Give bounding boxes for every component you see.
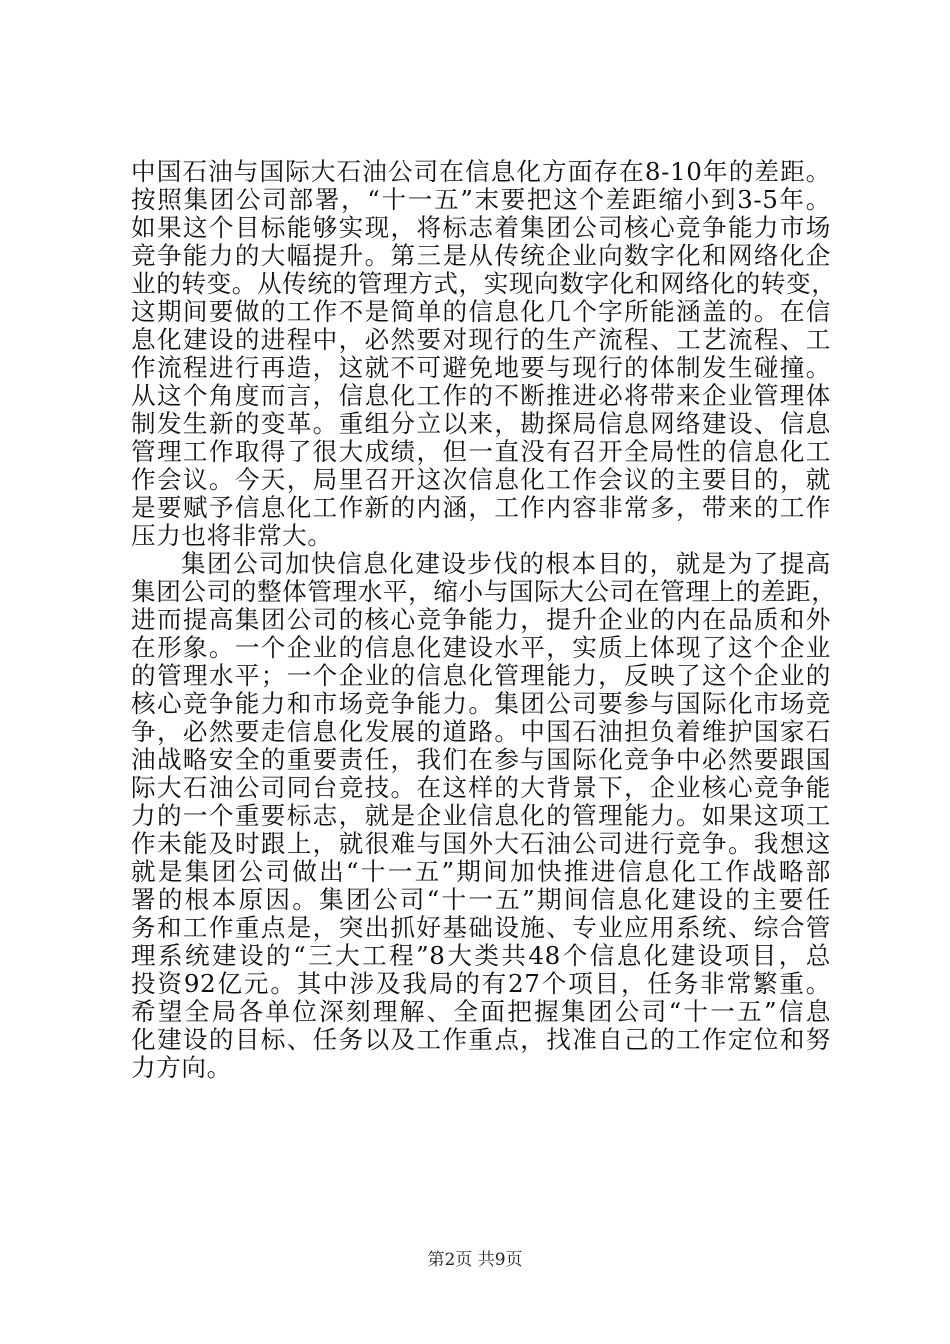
- paragraph-1-line: 从这个角度而言，信息化工作的不断推进必将带来企业管理体: [131, 381, 831, 410]
- paragraph-2-line: 核心竞争能力和市场竞争能力。集团公司要参与国际化市场竞: [131, 689, 831, 718]
- paragraph-2-line: 争，必然要走信息化发展的道路。中国石油担负着维护国家石: [131, 717, 831, 746]
- paragraph-1-line: 作流程进行再造，这就不可避免地要与现行的体制发生碰撞。: [131, 353, 831, 382]
- body-text: [131, 157, 837, 1082]
- paragraph-1-line: 是要赋予信息化工作新的内涵，工作内容非常多，带来的工作: [131, 493, 831, 522]
- paragraph-1-line: 业的转变。从传统的管理方式，实现向数字化和网络化的转变，: [131, 269, 837, 298]
- paragraph-1-line: 竞争能力的大幅提升。第三是从传统企业向数字化和网络化企: [131, 241, 831, 270]
- paragraph-1-line: 压力也将非常大。: [131, 521, 333, 550]
- paragraph-2-line: 作未能及时跟上，就很难与国外大石油公司进行竞争。我想这: [131, 829, 831, 858]
- paragraph-1-line: 管理工作取得了很大成绩，但一直没有召开全局性的信息化工: [131, 437, 831, 466]
- paragraph-2-line: 集团公司加快信息化建设步伐的根本目的，就是为了提高: [181, 549, 831, 578]
- paragraph-1-line: 这期间要做的工作不是简单的信息化几个字所能涵盖的。在信: [131, 297, 831, 326]
- paragraph-1-line: 中国石油与国际大石油公司在信息化方面存在8-10年的差距。: [131, 157, 831, 186]
- paragraph-1-line: 按照集团公司部署，“十一五”末要把这个差距缩小到3-5年。: [131, 185, 831, 214]
- paragraph-2-line: 的管理水平；一个企业的信息化管理能力，反映了这个企业的: [131, 661, 831, 690]
- paragraph-1-line: 作会议。今天，局里召开这次信息化工作会议的主要目的，就: [131, 465, 831, 494]
- paragraph-2-line: 化建设的目标、任务以及工作重点，找准自己的工作定位和努: [131, 1025, 831, 1054]
- paragraph-2-line: 署的根本原因。集团公司“十一五”期间信息化建设的主要任: [131, 885, 831, 914]
- paragraph-2-line: 务和工作重点是，突出抓好基础设施、专业应用系统、综合管: [131, 913, 831, 942]
- page-footer: 第2页 共9页: [427, 1250, 523, 1270]
- paragraph-2-line: 集团公司的整体管理水平，缩小与国际大公司在管理上的差距，: [131, 577, 837, 606]
- paragraph-2-line: 就是集团公司做出“十一五”期间加快推进信息化工作战略部: [131, 857, 831, 886]
- paragraph-2-line: 理系统建设的“三大工程”8大类共48个信息化建设项目，总: [131, 941, 831, 970]
- paragraph-2-line: 在形象。一个企业的信息化建设水平，实质上体现了这个企业: [131, 633, 831, 662]
- paragraph-2-line: 投资92亿元。其中涉及我局的有27个项目，任务非常繁重。: [131, 969, 831, 998]
- paragraph-1-line: 如果这个目标能够实现，将标志着集团公司核心竞争能力市场: [131, 213, 831, 242]
- paragraph-1-line: 制发生新的变革。重组分立以来，勘探局信息网络建设、信息: [131, 409, 831, 438]
- paragraph-1-line: 息化建设的进程中，必然要对现行的生产流程、工艺流程、工: [131, 325, 831, 354]
- paragraph-2-line: 力方向。: [131, 1053, 232, 1082]
- paragraph-2-line: 希望全局各单位深刻理解、全面把握集团公司“十一五”信息: [131, 997, 831, 1026]
- paragraph-2-line: 际大石油公司同台竞技。在这样的大背景下，企业核心竞争能: [131, 773, 831, 802]
- paragraph-2-line: 力的一个重要标志，就是企业信息化的管理能力。如果这项工: [131, 801, 831, 830]
- paragraph-2-line: 油战略安全的重要责任，我们在参与国际化竞争中必然要跟国: [131, 745, 831, 774]
- paragraph-2-line: 进而提高集团公司的核心竞争能力，提升企业的内在品质和外: [131, 605, 831, 634]
